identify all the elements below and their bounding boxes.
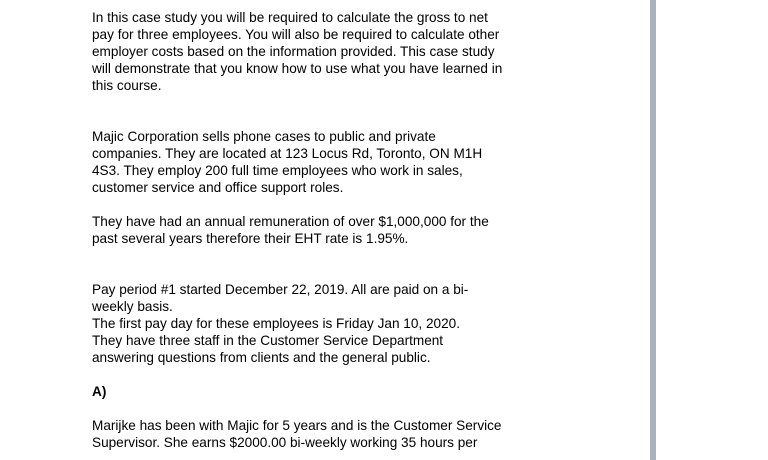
paragraph-spacer <box>92 94 562 128</box>
paragraph-spacer <box>92 366 562 383</box>
section-a-heading: A) <box>92 384 107 399</box>
marijke-paragraph: Marijke has been with Majic for 5 years and is the Customer Service Supervisor. She earns $2000.00 bi-weekly working 35 hours per <box>92 418 502 450</box>
paragraph-spacer <box>92 196 562 213</box>
intro-paragraph: In this case study you will be required to calculate the gross to net pay for three employees. You will also be required to calculate other employer costs based on the information provided. This case study will demonstrate that you know how to use what you have learned in this course. <box>92 10 503 93</box>
paragraph-spacer <box>92 400 562 417</box>
paragraph-spacer <box>92 247 562 281</box>
company-paragraph: Majic Corporation sells phone cases to public and private companies. They are located at 123 Locus Rd, Toronto, ON M1H 4S3. They employ 200 full time employees who work in sales, customer service and office support roles. <box>92 129 483 195</box>
pay-period-paragraph: Pay period #1 started December 22, 2019. All are paid on a bi- weekly basis. The first pay day for these employees is Friday Jan 10, 2020. They have three staff in the Customer Service Department answering questions from clients and the general public. <box>92 282 469 365</box>
window-gutter <box>656 0 768 460</box>
document-body <box>92 9 562 451</box>
remuneration-paragraph: They have had an annual remuneration of over $1,000,000 for the past several years therefore their EHT rate is 1.95%. <box>92 214 489 246</box>
